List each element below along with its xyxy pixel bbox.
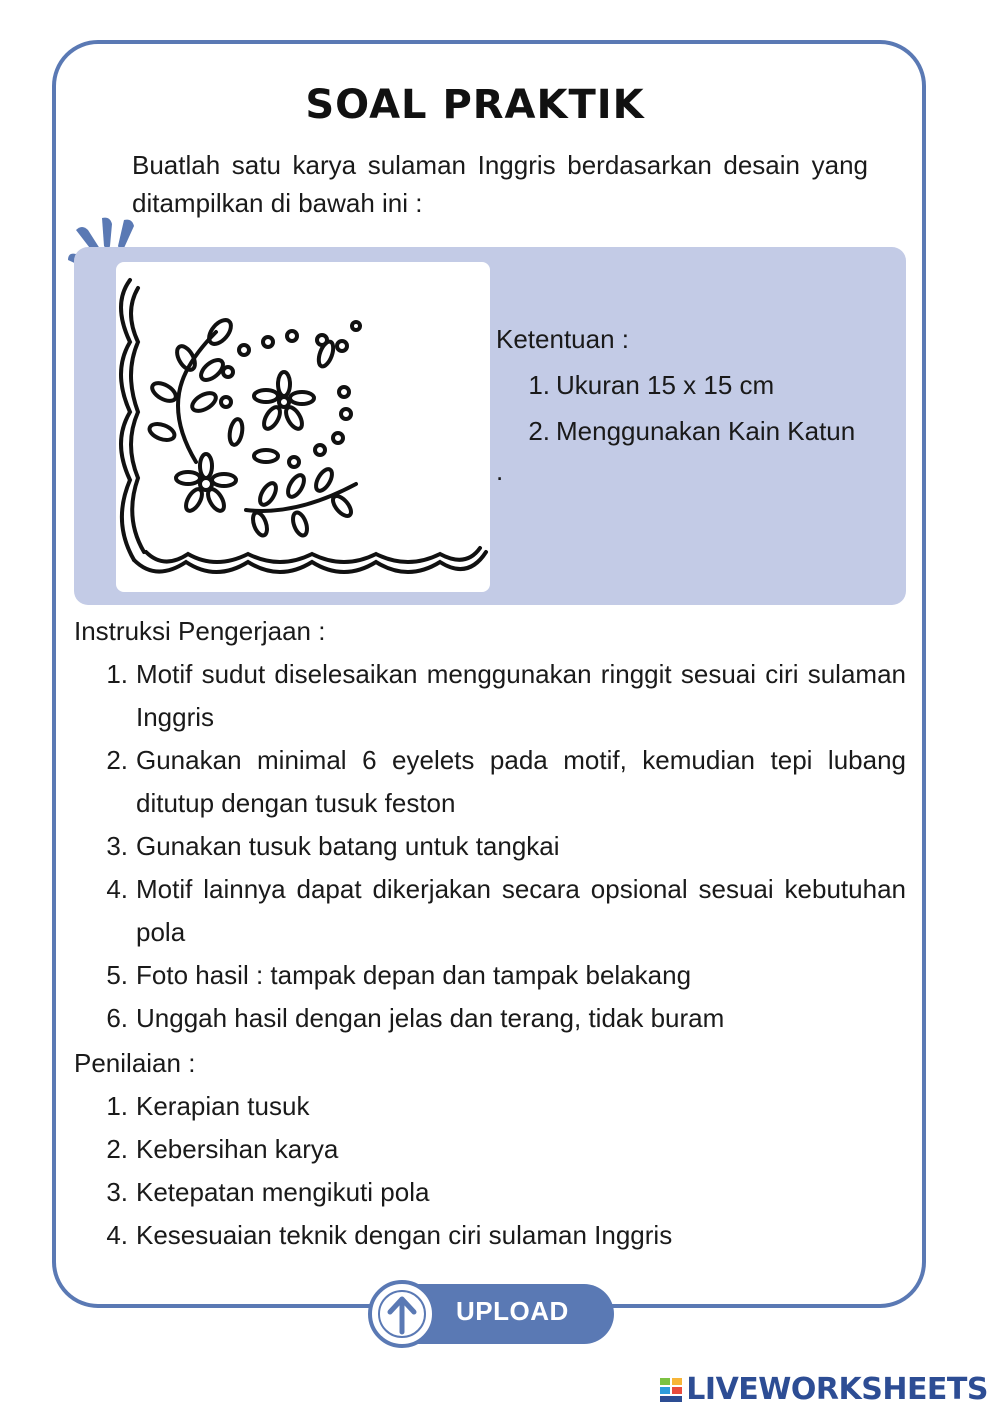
brand-name: LIVEWORKSHEETS: [686, 1372, 988, 1407]
list-item: 4. Motif lainnya dapat dikerjakan secara opsional sesuai kebutuhan pola: [106, 874, 906, 947]
list-item: 2. Gunakan minimal 6 eyelets pada motif, kemudian tepi lubang ditutup dengan tusuk feston: [106, 745, 906, 818]
list-item: 5. Foto hasil : tampak depan dan tampak belakang: [106, 960, 692, 990]
intro-text: Buatlah satu karya sulaman Inggris berdasarkan desain yang ditampilkan di bawah ini :: [132, 150, 868, 218]
brand-logo: [660, 1372, 988, 1407]
instruksi-heading: Instruksi Pengerjaan :: [74, 616, 326, 646]
ketentuan-heading: Ketentuan :: [496, 324, 629, 354]
list-item: 1. Motif sudut diselesaikan menggunakan ringgit sesuai ciri sulaman Inggris: [106, 659, 906, 732]
upload-circle[interactable]: [368, 1280, 436, 1348]
ketentuan-item: 2. Menggunakan Kain Katun: [528, 416, 856, 446]
corner-motif-drawing: [116, 262, 490, 592]
upload-label[interactable]: UPLOAD: [456, 1296, 569, 1326]
penilaian-list: [98, 1085, 906, 1257]
liveworksheets-logo-icon: [660, 1378, 682, 1402]
embroidery-motif-image: [116, 262, 490, 592]
ketentuan-item: 1. Ukuran 15 x 15 cm: [528, 370, 775, 400]
page-title: SOAL PRAKTIK: [305, 82, 645, 128]
list-item: 4. Kesesuaian teknik dengan ciri sulaman Inggris: [106, 1220, 673, 1250]
penilaian-heading: Penilaian :: [74, 1048, 196, 1078]
list-item: 1. Kerapian tusuk: [106, 1091, 310, 1121]
ketentuan-block: [496, 316, 855, 454]
list-item: 2. Kebersihan karya: [106, 1134, 339, 1164]
ketentuan-trailing-dot: .: [496, 456, 504, 486]
list-item: 3. Ketepatan mengikuti pola: [106, 1177, 430, 1207]
list-item: 6. Unggah hasil dengan jelas dan terang, tidak buram: [106, 1003, 725, 1033]
arrow-up-icon: [372, 1284, 432, 1344]
upload-button[interactable]: [368, 1280, 614, 1350]
list-item: 3. Gunakan tusuk batang untuk tangkai: [106, 831, 560, 861]
instruksi-list: [98, 653, 906, 1040]
